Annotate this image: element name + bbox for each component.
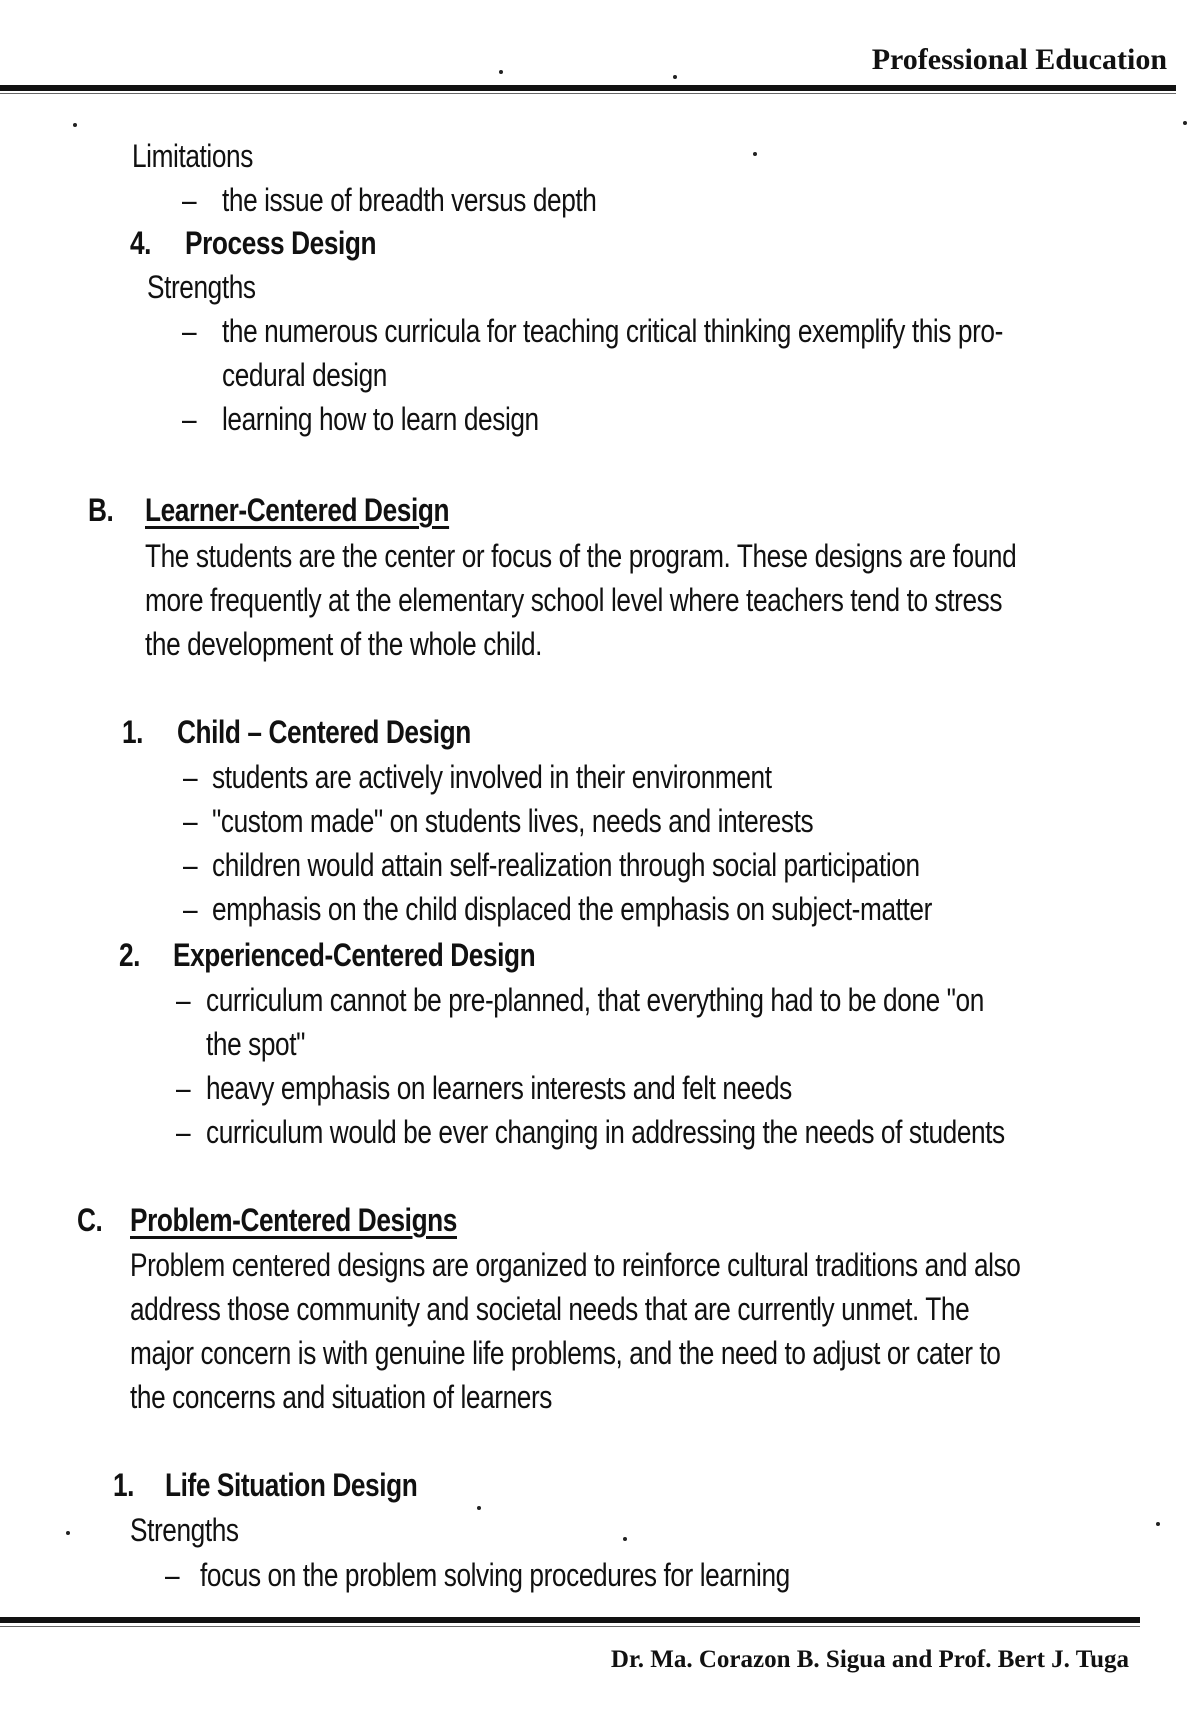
section-title: Problem-Centered Designs	[130, 1202, 457, 1238]
section-paragraph-line: the development of the whole child.	[145, 626, 543, 662]
point-item: students are actively involved in their environment	[212, 759, 772, 795]
scan-speck	[66, 1531, 70, 1535]
section-paragraph-line: more frequently at the elementary school level where teachers tend to stress	[145, 582, 1003, 618]
item-number: 1.	[122, 714, 144, 750]
running-header-title: Professional Education	[871, 43, 1167, 76]
bullet-dash-icon: –	[165, 1557, 180, 1593]
point-item: emphasis on the child displaced the emphasis on subject-matter	[212, 891, 932, 927]
strength-item-continuation: cedural design	[222, 357, 387, 393]
section-paragraph-line: address those community and societal needs that are currently unmet. The	[130, 1291, 970, 1327]
point-item: heavy emphasis on learners interests and felt needs	[206, 1070, 792, 1106]
scan-speck	[73, 123, 77, 127]
scan-speck	[499, 70, 503, 74]
point-item: curriculum cannot be pre-planned, that everything had to be done "on	[206, 982, 984, 1018]
footer-authors: Dr. Ma. Corazon B. Sigua and Prof. Bert J. Tuga	[610, 1646, 1129, 1673]
item-number: 4.	[130, 225, 152, 261]
point-item: focus on the problem solving procedures for learning	[200, 1557, 790, 1593]
header-rule	[0, 85, 1176, 91]
subsection-title: Life Situation Design	[165, 1467, 418, 1503]
bullet-dash-icon: –	[176, 1114, 191, 1150]
point-item: children would attain self-realization through social participation	[212, 847, 920, 883]
bullet-dash-icon: –	[176, 1070, 191, 1106]
limitations-label: Limitations	[132, 138, 253, 174]
section-paragraph-line: Problem centered designs are organized to reinforce cultural traditions and also	[130, 1247, 1021, 1283]
strength-item: the numerous curricula for teaching critical thinking exemplify this pro-	[222, 313, 1003, 349]
bullet-dash-icon: –	[182, 182, 197, 218]
bullet-dash-icon: –	[182, 401, 197, 437]
scan-speck	[623, 1537, 627, 1541]
footer-rule	[0, 1617, 1140, 1623]
point-item: curriculum would be ever changing in addressing the needs of students	[206, 1114, 1005, 1150]
scan-speck	[753, 152, 757, 156]
scan-speck	[1183, 121, 1187, 125]
section-paragraph-line: the concerns and situation of learners	[130, 1379, 553, 1415]
strengths-label: Strengths	[130, 1512, 239, 1548]
item-number: 2.	[119, 937, 141, 973]
footer-rule-thin	[0, 1626, 1140, 1627]
subsection-title: Process Design	[185, 225, 377, 261]
scan-speck	[673, 75, 677, 79]
scan-speck	[1156, 1522, 1160, 1526]
subsection-title: Child – Centered Design	[177, 714, 471, 750]
scan-speck	[477, 1506, 481, 1510]
section-paragraph-line: major concern is with genuine life problems, and the need to adjust or cater to	[130, 1335, 1001, 1371]
bullet-dash-icon: –	[182, 313, 197, 349]
strength-item: learning how to learn design	[222, 401, 539, 437]
bullet-dash-icon: –	[176, 982, 191, 1018]
header-rule-thin	[0, 93, 1176, 94]
limitation-item: the issue of breadth versus depth	[222, 182, 597, 218]
point-item: "custom made" on students lives, needs and interests	[212, 803, 814, 839]
bullet-dash-icon: –	[183, 803, 198, 839]
subsection-title: Experienced-Centered Design	[173, 937, 536, 973]
bullet-dash-icon: –	[183, 891, 198, 927]
point-item-continuation: the spot"	[206, 1026, 305, 1062]
bullet-dash-icon: –	[183, 847, 198, 883]
strengths-label: Strengths	[147, 269, 256, 305]
item-number: 1.	[113, 1467, 135, 1503]
section-letter: B.	[88, 492, 114, 528]
section-letter: C.	[77, 1202, 103, 1238]
section-paragraph-line: The students are the center or focus of the program. These designs are found	[145, 538, 1017, 574]
bullet-dash-icon: –	[183, 759, 198, 795]
section-title: Learner-Centered Design	[145, 492, 450, 528]
